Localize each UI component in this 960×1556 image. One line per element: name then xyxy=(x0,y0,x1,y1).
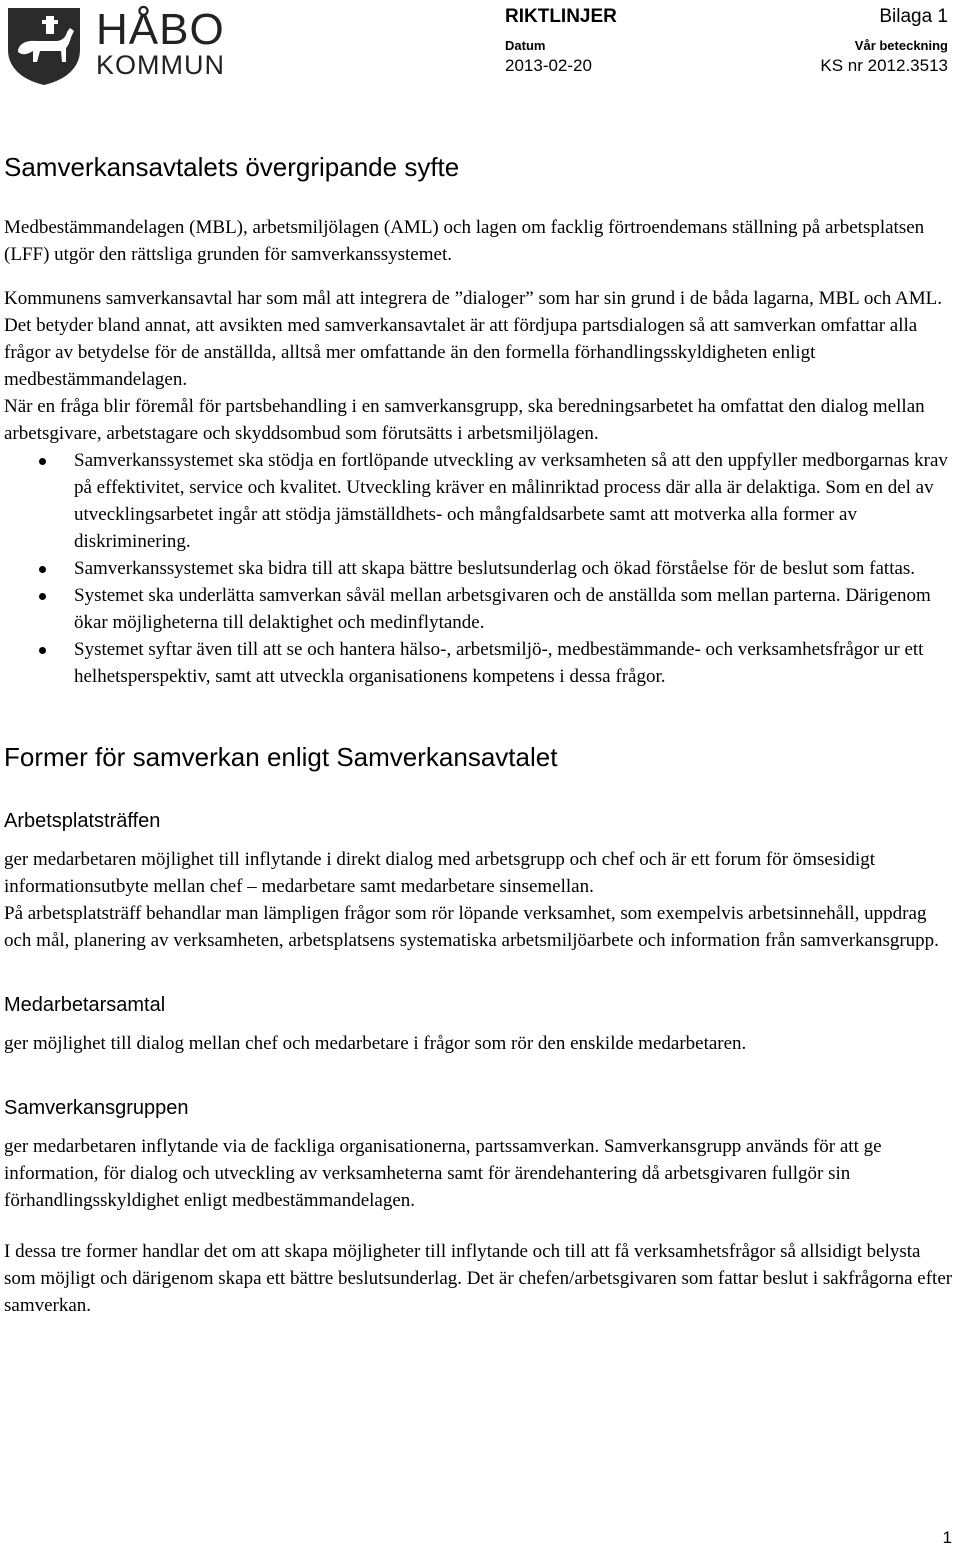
section-title-forms: Former för samverkan enligt Samverkansavtalet xyxy=(4,742,558,772)
logo-name: HÅBO xyxy=(96,5,225,54)
list-item: Samverkanssystemet ska stödja en fortlöpande utveckling av verksamheten så att den uppfyller medborgarnas krav på effektivitet, service och kvalitet. Utveckling kräver en målinriktad process där alla är delaktiga. Som en del av utvecklingsarbetet ingår att stödja jämställdhets- och mångfaldsarbete samt att motverka alla former av diskriminering. xyxy=(4,447,956,555)
subsection-title-cooperation-group: Samverkansgruppen xyxy=(4,1097,189,1119)
municipality-logo xyxy=(4,4,225,86)
date-label: Datum xyxy=(505,38,546,53)
paragraph-closing: I dessa tre former handlar det om att skapa möjligheter till inflytande och till att få verksamhetsfrågor så allsidigt belysta som möjligt och därigenom skapa ett bättre beslutsunderlag. Det är chefen/arbetsgivaren som fattar beslut i sakfrågorna efter samverkan. xyxy=(4,1241,953,1316)
subsection-title-workplace-meeting: Arbetsplatsträffen xyxy=(4,810,161,832)
document-type: RIKTLINJER xyxy=(505,6,617,27)
paragraph-dialogues: Kommunens samverkansavtal har som mål att integrera de ”dialoger” som har sin grund i de båda lagarna, MBL och AML. Det betyder bland annat, att avsikten med samverkansavtalet är att fördjupa partsdialogen så att samverkan omfattar alla frågor av betydelse för de anställda, alltså mer omfattande än den formella förhandlingsskyldigheten enligt medbestämmandelagen. xyxy=(4,288,942,390)
paragraph-party-treatment: När en fråga blir föremål för partsbehandling i en samverkansgrupp, ska beredningsarbetet ha omfattat den dialog mellan arbetsgivare, arbetstagare och skyddsombud som förutsätts i arbetsmiljölagen. xyxy=(4,396,925,444)
reference-value: KS nr 2012.3513 xyxy=(820,56,948,75)
paragraph-workplace-meeting-topics: På arbetsplatsträff behandlar man lämpligen frågor som rör löpande verksamhet, som exempelvis arbetsinnehåll, uppdrag och mål, planering av verksamheten, arbetsplatsens systematiska arbetsmiljöarbete och information från samverkansgrupp. xyxy=(4,903,939,951)
bullet-icon xyxy=(39,458,46,465)
date-value: 2013-02-20 xyxy=(505,56,592,75)
purpose-bullet-list xyxy=(4,447,956,690)
attachment-label: Bilaga 1 xyxy=(879,6,948,27)
list-item: Samverkanssystemet ska bidra till att skapa bättre beslutsunderlag och ökad förståelse för de beslut som fattas. xyxy=(4,555,956,582)
list-item: Systemet syftar även till att se och hantera hälso-, arbetsmiljö-, medbestämmande- och verksamhetsfrågor ur ett helhetsperspektiv, samt att utveckla organisationens kompetens i dessa frågor. xyxy=(4,636,956,690)
subsection-title-employee-dialogue: Medarbetarsamtal xyxy=(4,994,166,1016)
paragraph-legal-basis: Medbestämmandelagen (MBL), arbetsmiljölagen (AML) och lagen om facklig förtroendemans ställning på arbetsplatsen (LFF) utgör den rättsliga grunden för samverkanssystemet. xyxy=(4,217,925,265)
bullet-icon xyxy=(39,593,46,600)
paragraph-cooperation-group: ger medarbetaren inflytande via de fackliga organisationerna, partssamverkan. Samverkansgrupp används för att ge information, för dialog och utveckling av verksamheterna samt för ärendehantering då arbetsgivaren fullgör sin förhandlingsskyldighet enligt medbestämmandelagen. xyxy=(4,1136,882,1211)
reference-label: Vår beteckning xyxy=(854,38,948,53)
page-number: 1 xyxy=(942,1528,952,1547)
bullet-icon xyxy=(39,647,46,654)
paragraph-workplace-meeting: ger medarbetaren möjlighet till inflytande i direkt dialog med arbetsgrupp och chef och är ett forum för ömsesidigt informationsutbyte mellan chef – medarbetare samt medarbetare sinsemellan. xyxy=(4,849,876,897)
logo-subtitle: KOMMUN xyxy=(96,50,225,80)
paragraph-employee-dialogue: ger möjlighet till dialog mellan chef och medarbetare i frågor som rör den enskilde medarbetaren. xyxy=(4,1033,747,1054)
document-body xyxy=(4,150,956,1319)
section-title-purpose: Samverkansavtalets övergripande syfte xyxy=(4,152,460,182)
coat-of-arms-icon xyxy=(4,4,84,86)
list-item: Systemet ska underlätta samverkan såväl mellan arbetsgivaren och de anställda som mellan parterna. Därigenom ökar möjligheterna till delaktighet och medinflytande. xyxy=(4,582,956,636)
bullet-icon xyxy=(39,566,46,573)
